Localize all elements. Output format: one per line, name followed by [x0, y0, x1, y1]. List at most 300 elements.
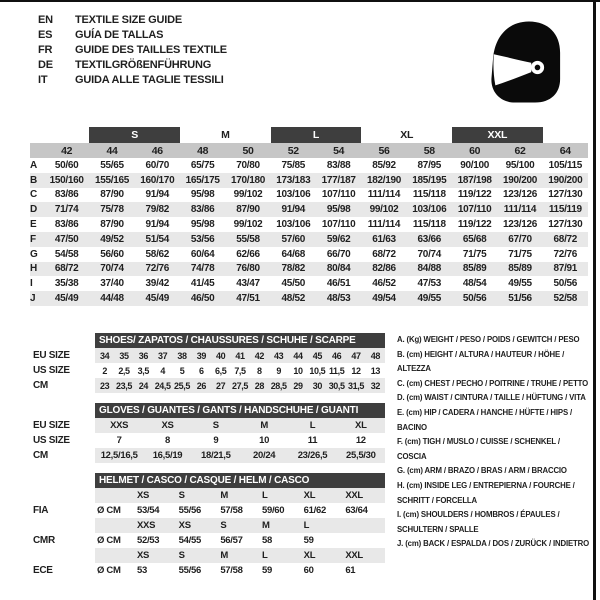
value-cell: 9 — [213, 435, 219, 446]
value-cell: 6,5 — [215, 365, 227, 376]
value-cell: 123/126 — [502, 219, 538, 231]
value-cell: 91/94 — [145, 189, 170, 201]
value-cell: 68/72 — [372, 248, 396, 260]
value-cell: 5 — [179, 365, 185, 376]
measurement-legend — [397, 333, 591, 552]
value-cell: 59 — [262, 565, 272, 576]
row-label: US SIZE — [33, 435, 70, 446]
value-cell: 103/106 — [276, 189, 311, 201]
value-cell: 28,5 — [270, 380, 287, 391]
value-cell: 47 — [351, 350, 361, 361]
value-cell: 70/74 — [100, 263, 124, 275]
table-row — [33, 363, 385, 378]
value-cell: 105/115 — [548, 159, 583, 171]
value-cell: 57/60 — [281, 233, 306, 245]
row-label: C — [30, 189, 37, 201]
value-cell: 62/66 — [236, 248, 260, 260]
value-cell: XXS — [110, 420, 129, 431]
racing-helmet-icon — [486, 18, 564, 106]
value-cell: 85/89 — [462, 263, 487, 275]
size-cell: 62 — [514, 144, 526, 157]
value-cell: 29 — [293, 380, 303, 391]
value-cell: XL — [303, 490, 316, 501]
size-cell: 50 — [242, 144, 254, 157]
value-cell: 10 — [259, 435, 270, 446]
row-cells — [44, 202, 588, 217]
row-label — [33, 548, 95, 563]
value-cell: 87/90 — [236, 204, 260, 216]
value-cell: 37/40 — [100, 278, 124, 290]
legend-item: B. (cm) HEIGHT / ALTURA / HAUTEUR / HÖHE / ALTEZZA — [397, 349, 565, 374]
value-cell: 111/114 — [503, 204, 537, 216]
value-cell: 54/58 — [54, 248, 79, 260]
helmet-size-table — [33, 473, 385, 578]
value-cell: Ø CM — [97, 565, 121, 576]
legend-item: D. (cm) WAIST / CINTURA / TAILLE / HÜFTUNG / VITA — [397, 393, 586, 403]
value-cell: 55/65 — [100, 159, 124, 171]
size-group-l: L — [271, 127, 362, 143]
value-cell: 45/49 — [145, 293, 170, 305]
value-cell: 32 — [370, 380, 380, 391]
language-code: DE — [38, 59, 53, 72]
row-label: A — [30, 159, 37, 171]
language-code: ES — [38, 28, 53, 41]
value-cell: 80/84 — [326, 263, 351, 275]
gloves-title-bar: GLOVES / GUANTES / GANTS / HANDSCHUHE / GUANTI — [95, 403, 385, 418]
size-group-xl: XL — [400, 129, 414, 141]
value-cell — [343, 533, 385, 548]
value-cell: 46/50 — [190, 293, 215, 305]
row-cells — [44, 188, 588, 203]
value-cell: 11 — [307, 435, 318, 446]
legend-item: E. (cm) HIP / CADERA / HANCHE / HÜFTE / HIPS / BACINO — [397, 407, 573, 432]
value-cell: 75/85 — [281, 159, 306, 171]
value-cell: 68/72 — [553, 233, 578, 245]
value-cell: L — [262, 490, 268, 501]
value-cell: 49/54 — [372, 293, 396, 305]
value-cell: 30 — [312, 380, 322, 391]
value-cell: M — [220, 550, 228, 561]
value-cell: 28 — [254, 380, 264, 391]
value-cell: 107/110 — [457, 204, 492, 216]
value-cell: 56/60 — [100, 248, 124, 260]
value-cell: 107/110 — [321, 219, 356, 231]
value-cell: 155/165 — [94, 174, 130, 186]
value-cell: 38 — [177, 350, 187, 361]
value-cell: 87/91 — [553, 263, 578, 275]
legend-item: J. (cm) BACK / ESPALDA / DOS / ZURÜCK / INDIETRO — [397, 539, 590, 549]
value-cell: 3,5 — [137, 365, 149, 376]
value-cell: 87/90 — [100, 189, 124, 201]
helmet-rows — [33, 488, 385, 578]
spacer-cell — [44, 127, 89, 143]
value-cell: 76/80 — [236, 263, 260, 275]
size-cell: 56 — [378, 144, 390, 157]
value-cell: 70/80 — [236, 159, 260, 171]
row-cells — [44, 217, 588, 232]
table-row — [33, 548, 385, 563]
value-cell: 66/70 — [326, 248, 351, 260]
value-cell: 2,5 — [118, 365, 130, 376]
numeric-size-cells — [44, 143, 588, 158]
row-cells — [44, 158, 588, 173]
value-cell: 182/190 — [366, 174, 402, 186]
value-cell: 74/78 — [190, 263, 215, 275]
row-label: I — [30, 278, 33, 290]
value-cell: 61/62 — [303, 505, 326, 516]
value-cell: 83/86 — [190, 204, 215, 216]
table-row — [30, 247, 588, 262]
language-row — [38, 58, 227, 73]
spacer — [30, 143, 44, 158]
value-cell: 25,5 — [174, 380, 190, 391]
value-cell: 127/130 — [548, 219, 583, 231]
value-cell: 48/54 — [462, 278, 487, 290]
gloves-size-table — [33, 403, 385, 463]
value-cell: 54/55 — [178, 535, 201, 546]
value-cell: 63/64 — [345, 505, 368, 516]
value-cell: M — [220, 490, 228, 501]
value-cell: 185/195 — [412, 174, 447, 186]
value-cell: 48 — [370, 350, 380, 361]
value-cell: 23 — [100, 380, 110, 391]
value-cell: 43 — [274, 350, 284, 361]
value-cell: 58/62 — [145, 248, 170, 260]
size-cell: 54 — [333, 144, 345, 157]
value-cell: S — [178, 550, 185, 561]
row-label: CM — [33, 450, 48, 461]
value-cell: 8 — [165, 435, 170, 446]
value-cell: 177/187 — [321, 174, 356, 186]
row-label — [33, 488, 95, 503]
size-group-xxl: XXL — [452, 127, 543, 143]
table-row — [33, 348, 385, 363]
value-cell: 6 — [199, 365, 204, 376]
value-cell: 150/160 — [49, 174, 84, 186]
value-cell: 47/50 — [54, 233, 79, 245]
value-cell: 45 — [312, 350, 322, 361]
table-row — [30, 291, 588, 306]
value-cell: 24,5 — [154, 380, 171, 391]
language-header — [38, 12, 227, 88]
legend-item: C. (cm) CHEST / PECHO / POITRINE / TRUHE / PETTO — [397, 378, 589, 388]
value-cell: 43/47 — [236, 278, 260, 290]
value-cell: 160/170 — [140, 174, 175, 186]
value-cell: 50/60 — [54, 159, 79, 171]
value-cell: 91/94 — [145, 219, 170, 231]
row-cells — [44, 276, 588, 291]
value-cell: 12 — [355, 435, 366, 446]
value-cell: 103/106 — [276, 219, 311, 231]
top-border-line — [0, 0, 600, 2]
language-row — [38, 42, 227, 57]
value-cell: S — [178, 490, 185, 501]
value-cell: 95/98 — [190, 189, 215, 201]
language-title: GUIDA ALLE TAGLIE TESSILI — [75, 74, 224, 87]
value-cell: 83/86 — [54, 189, 79, 201]
shoes-title-bar: SHOES/ ZAPATOS / CHAUSSURES / SCHUHE / SCARPE — [95, 333, 385, 348]
value-cell: 20/24 — [253, 450, 276, 461]
value-cell: 44 — [293, 350, 303, 361]
row-cells — [44, 262, 588, 277]
size-cell: 52 — [287, 144, 299, 157]
value-cell: 56/57 — [220, 535, 243, 546]
value-cell: 2 — [102, 365, 107, 376]
value-cell: 11,5 — [328, 365, 345, 376]
value-cell: 52/53 — [137, 535, 160, 546]
value-cell: 23/26,5 — [297, 450, 328, 461]
value-cell: S — [220, 520, 227, 531]
row-label: CM — [33, 380, 48, 391]
row-cells — [44, 173, 588, 188]
value-cell: 42 — [254, 350, 264, 361]
value-cell: 111/114 — [367, 189, 401, 201]
value-cell: 71/75 — [508, 248, 532, 260]
row-cells — [44, 247, 588, 262]
row-cells — [44, 291, 588, 306]
value-cell: 60/70 — [145, 159, 170, 171]
value-cell: 49/52 — [100, 233, 124, 245]
value-cell: 173/183 — [276, 174, 311, 186]
right-border-line — [593, 0, 596, 600]
value-cell: 44/48 — [100, 293, 124, 305]
value-cell: 24 — [138, 380, 148, 391]
value-cell — [95, 518, 135, 533]
value-cell: 58 — [262, 535, 272, 546]
value-cell: 27 — [216, 380, 226, 391]
value-cell: 61/63 — [372, 233, 396, 245]
legend-item: A. (Kg) WEIGHT / PESO / POIDS / GEWITCH / PESO — [397, 335, 580, 344]
value-cell: 10 — [293, 365, 303, 376]
row-cells — [95, 563, 385, 578]
table-row — [33, 433, 385, 448]
value-cell: 53/54 — [137, 505, 160, 516]
value-cell: 18/21,5 — [201, 450, 231, 461]
value-cell: 30,5 — [328, 380, 345, 391]
size-cell: 64 — [559, 144, 571, 157]
helmet-title-bar: HELMET / CASCO / CASQUE / HELM / CASCO — [95, 473, 385, 488]
size-cell: 46 — [151, 144, 163, 157]
value-cell: M — [262, 520, 270, 531]
value-cell: 51/54 — [145, 233, 170, 245]
value-cell: 90/100 — [460, 159, 490, 171]
row-cells — [95, 518, 385, 533]
value-cell: 63/66 — [417, 233, 442, 245]
value-cell: 48/52 — [281, 293, 306, 305]
value-cell: 78/82 — [281, 263, 306, 275]
size-group-s: S — [89, 127, 180, 143]
value-cell: 82/86 — [372, 263, 396, 275]
value-cell: 55/58 — [236, 233, 260, 245]
value-cell: 7 — [116, 435, 122, 446]
value-cell: 55/56 — [178, 505, 201, 516]
value-cell: 99/102 — [233, 189, 263, 201]
spacer-cell — [543, 127, 588, 143]
value-cell: 34 — [100, 350, 110, 361]
value-cell: 53 — [137, 565, 147, 576]
textile-size-table — [30, 127, 588, 306]
value-cell: 67/70 — [508, 233, 532, 245]
value-cell: 95/98 — [190, 219, 215, 231]
value-cell: 70/74 — [417, 248, 442, 260]
value-cell: L — [309, 420, 316, 431]
value-cell: 99/102 — [369, 204, 399, 216]
value-cell — [95, 488, 135, 503]
value-cell: 23,5 — [116, 380, 132, 391]
legend-item: H. (cm) INSIDE LEG / ENTREPIERNA / FOURCHE / SCHRITT / FORCELLA — [397, 480, 575, 505]
value-cell: 64/68 — [281, 248, 306, 260]
size-group-row — [30, 127, 588, 143]
table-row — [33, 563, 385, 578]
row-label: EU SIZE — [33, 420, 70, 431]
value-cell: 53/56 — [190, 233, 215, 245]
value-cell: XXL — [345, 550, 363, 561]
size-group-m: M — [221, 129, 230, 141]
value-cell: 91/94 — [281, 204, 306, 216]
row-label: CMR — [33, 535, 55, 546]
value-cell: 119/122 — [457, 189, 492, 201]
table-row — [30, 262, 588, 277]
value-cell: XS — [161, 420, 174, 431]
value-cell: 95/100 — [505, 159, 535, 171]
size-cell: 44 — [106, 144, 118, 157]
language-row — [38, 12, 227, 27]
value-cell: 27,5 — [232, 380, 248, 391]
row-cells — [95, 433, 385, 448]
value-cell: 35 — [119, 350, 129, 361]
table-row — [33, 488, 385, 503]
value-cell: 115/118 — [412, 219, 446, 231]
table-row — [30, 232, 588, 247]
row-cells — [95, 363, 385, 378]
value-cell: 46/51 — [326, 278, 351, 290]
value-cell: 12,5/16,5 — [100, 450, 138, 461]
value-cell: XL — [355, 420, 367, 431]
legend-item: G. (cm) ARM / BRAZO / BRAS / ARM / BRACCIO — [397, 466, 567, 476]
value-cell: 50/56 — [553, 278, 578, 290]
table-row — [30, 217, 588, 232]
value-cell: XS — [178, 520, 191, 531]
row-cells — [95, 378, 385, 393]
row-cells — [95, 418, 385, 433]
value-cell: 45/50 — [281, 278, 306, 290]
value-cell: 95/98 — [326, 204, 351, 216]
value-cell: 55/56 — [178, 565, 201, 576]
value-cell: Ø CM — [97, 505, 121, 516]
language-row — [38, 73, 227, 88]
value-cell: 170/180 — [230, 174, 266, 186]
value-cell: 57/58 — [220, 505, 243, 516]
value-cell: 83/86 — [54, 219, 79, 231]
row-label: E — [30, 219, 37, 231]
table-row — [33, 418, 385, 433]
value-cell: 49/55 — [417, 293, 442, 305]
value-cell: XS — [137, 550, 150, 561]
value-cell: 40 — [216, 350, 226, 361]
value-cell: 26 — [196, 380, 206, 391]
value-cell: 59 — [303, 535, 314, 546]
value-cell — [343, 518, 385, 533]
language-title: GUIDE DES TAILLES TEXTILE — [75, 43, 227, 56]
value-cell: 12 — [351, 365, 361, 376]
value-cell: 61 — [345, 565, 356, 576]
row-cells — [95, 548, 385, 563]
value-cell: 4 — [160, 365, 165, 376]
value-cell: M — [260, 420, 268, 431]
value-cell: 115/119 — [548, 204, 582, 216]
value-cell: 75/78 — [100, 204, 124, 216]
row-label: H — [30, 263, 37, 275]
row-cells — [44, 232, 588, 247]
gloves-rows — [33, 418, 385, 463]
table-row — [33, 378, 385, 393]
value-cell: 46 — [332, 350, 342, 361]
value-cell: 84/88 — [417, 263, 442, 275]
value-cell: 59/60 — [262, 505, 285, 516]
value-cell: 39 — [196, 350, 206, 361]
value-cell: 190/200 — [548, 174, 583, 186]
value-cell: 99/102 — [233, 219, 263, 231]
language-code: EN — [38, 13, 53, 26]
value-cell: 57/58 — [220, 565, 243, 576]
row-label: EU SIZE — [33, 350, 70, 361]
value-cell: 52/58 — [553, 293, 578, 305]
value-cell: 123/126 — [502, 189, 538, 201]
value-cell: 60 — [303, 565, 314, 576]
value-cell: L — [303, 520, 310, 531]
value-cell: XS — [137, 490, 150, 501]
language-title: GUÍA DE TALLAS — [75, 28, 164, 41]
row-label: G — [30, 248, 38, 260]
value-cell: 72/76 — [553, 248, 578, 260]
shoes-rows — [33, 348, 385, 393]
value-cell — [95, 548, 135, 563]
row-label: US SIZE — [33, 365, 70, 376]
value-cell: 59/62 — [326, 233, 351, 245]
value-cell: 10,5 — [309, 365, 326, 376]
legend-item: I. (cm) SHOULDERS / HOMBROS / ÉPAULES / SCHULTERN / SPALLE — [397, 510, 560, 534]
value-cell: 68/72 — [54, 263, 79, 275]
value-cell: 65/68 — [462, 233, 487, 245]
value-cell: 39/42 — [145, 278, 170, 290]
value-cell: XXL — [345, 490, 363, 501]
table-row — [33, 448, 385, 463]
table-row — [33, 503, 385, 518]
spacer — [30, 127, 44, 143]
size-cell: 60 — [469, 144, 481, 157]
row-label: FIA — [33, 505, 49, 516]
table-row — [30, 158, 588, 173]
value-cell: 13 — [370, 365, 380, 376]
value-cell: 79/82 — [145, 204, 170, 216]
row-label — [33, 518, 95, 533]
value-cell: 51/56 — [508, 293, 532, 305]
value-cell: XXS — [137, 520, 156, 531]
value-cell: 107/110 — [321, 189, 356, 201]
table-row — [33, 533, 385, 548]
value-cell: 85/92 — [372, 159, 396, 171]
value-cell: 119/122 — [457, 219, 492, 231]
value-cell: 111/114 — [367, 219, 401, 231]
value-cell: 47/51 — [236, 293, 260, 305]
value-cell: 60/64 — [190, 248, 215, 260]
value-cell: 7,5 — [234, 365, 246, 376]
value-cell: 25,5/30 — [346, 450, 376, 461]
value-cell: 31,5 — [348, 380, 364, 391]
value-cell: XL — [303, 550, 316, 561]
value-cell: 71/75 — [462, 248, 487, 260]
value-cell: 48/53 — [326, 293, 351, 305]
